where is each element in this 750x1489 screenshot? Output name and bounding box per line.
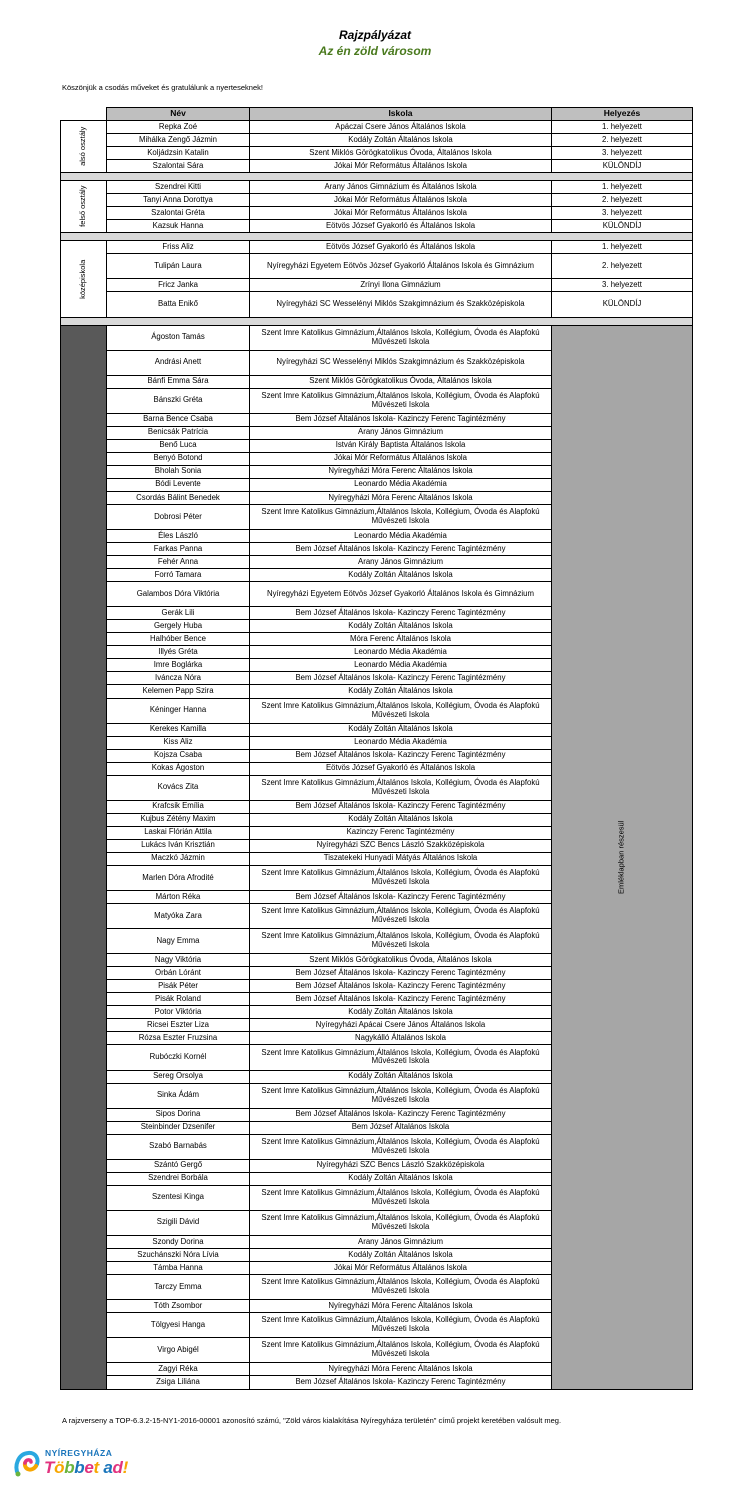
participant-name: Tóth Zsombor (107, 1300, 250, 1313)
winner-name: Repka Zoé (107, 121, 250, 134)
participant-name: Benő Luca (107, 439, 250, 452)
participant-school: Bem József Általános Iskola- Kazinczy Ferenc Tagintézmény (250, 672, 552, 685)
participant-name: Gergely Huba (107, 620, 250, 633)
group-separator (61, 173, 693, 181)
participant-name: Pisák Roland (107, 993, 250, 1006)
participant-name: Szentesi Kinga (107, 1185, 250, 1210)
participant-school: Jókai Mór Református Általános Iskola (250, 1262, 552, 1275)
participant-school: Szent Imre Katolikus Gimnázium,Általános Iskola, Kollégium, Óvoda és Alapfokú Művészeti Iskola (250, 904, 552, 929)
participant-name: Zagyi Réka (107, 1363, 250, 1376)
participant-name: Kiss Aliz (107, 736, 250, 749)
participant-name: Éles László (107, 530, 250, 543)
group-label: alsó osztály (78, 126, 88, 167)
participant-school: Leonardo Média Akadémia (250, 736, 552, 749)
group-label-cell (61, 241, 107, 317)
results-table (60, 107, 693, 1390)
winner-place: 2. helyezett (552, 254, 693, 279)
winner-school: Eötvös József Gyakorló és Általános Iskola (250, 241, 552, 254)
participant-name: Orbán Lóránt (107, 967, 250, 980)
participant-school: Kazinczy Ferenc Tagintézmény (250, 826, 552, 839)
participant-name: Kéninger Hanna (107, 698, 250, 723)
winner-row (61, 134, 693, 147)
logo-swirl-icon (12, 1448, 44, 1480)
winner-row (61, 121, 693, 134)
winner-row (61, 194, 693, 207)
participant-school: Nagykálló Általános Iskola (250, 1032, 552, 1045)
participant-school: Leonardo Média Akadémia (250, 659, 552, 672)
winner-row (61, 160, 693, 173)
winner-place: KÜLÖNDÍJ (552, 292, 693, 317)
winner-row (61, 220, 693, 233)
winner-place: 1. helyezett (552, 121, 693, 134)
winner-name: Koljádzsin Katalin (107, 147, 250, 160)
participant-school: Bem József Általános Iskola- Kazinczy Ferenc Tagintézmény (250, 800, 552, 813)
participant-school: Szent Imre Katolikus Gimnázium,Általános Iskola, Kollégium, Óvoda és Alapfokú Művészeti Iskola (250, 1338, 552, 1363)
participant-school: Bem József Általános Iskola- Kazinczy Ferenc Tagintézmény (250, 967, 552, 980)
participant-school: Kodály Zoltán Általános Iskola (250, 1172, 552, 1185)
participant-school: Bem József Általános Iskola- Kazinczy Ferenc Tagintézmény (250, 891, 552, 904)
header-name: Név (107, 108, 250, 121)
participant-school: Jókai Mór Református Általános Iskola (250, 452, 552, 465)
page-subtitle: Az én zöld városom (318, 44, 432, 58)
group-separator (61, 233, 693, 241)
participant-name: Farkas Panna (107, 543, 250, 556)
participant-school: István Király Baptista Általános Iskola (250, 439, 552, 452)
winner-school: Arany János Gimnázium és Általános Iskola (250, 181, 552, 194)
header-place: Helyezés (552, 108, 693, 121)
winner-row (61, 254, 693, 279)
participant-school: Kodály Zoltán Általános Iskola (250, 1070, 552, 1083)
intro-text: Köszönjük a csodás műveket és gratulálunk a nyerteseknek! (62, 83, 263, 92)
page-title: Rajzpályázat (338, 28, 412, 42)
participant-name: Marlen Dóra Afrodité (107, 865, 250, 890)
participant-school: Nyíregyházi Móra Ferenc Általános Iskola (250, 465, 552, 478)
participant-name: Krafcsik Emília (107, 800, 250, 813)
participant-school: Nyíregyházi SC Wesselényi Miklós Szakgimnázium és Szakközépiskola (250, 350, 552, 375)
participant-school: Arany János Gimnázium (250, 556, 552, 569)
winner-school: Eötvös József Gyakorló és Általános Iskola (250, 220, 552, 233)
winner-school: Jókai Mór Református Általános Iskola (250, 160, 552, 173)
group-label-cell (61, 121, 107, 173)
winner-place: 3. helyezett (552, 207, 693, 220)
participant-school: Arany János Gimnázium (250, 1235, 552, 1248)
footer-note: A rajzverseny a TOP-6.3.2-15-NY1-2016-00001 azonosító számú, "Zöld város kialakítása Nyíregyháza területén" című projekt keretében valósult meg. (62, 1416, 562, 1425)
participant-school: Eötvös József Gyakorló és Általános Iskola (250, 762, 552, 775)
winner-school: Nyíregyházi Egyetem Eötvös József Gyakorló Általános Iskola és Gimnázium (250, 254, 552, 279)
logo-city-text: NYÍREGYHÁZA (45, 1448, 113, 1458)
winner-row (61, 207, 693, 220)
participant-school: Bem József Általános Iskola- Kazinczy Ferenc Tagintézmény (250, 1376, 552, 1390)
participant-school: Tiszatekeki Hunyadi Mátyás Általános Iskola (250, 852, 552, 865)
participant-school: Szent Imre Katolikus Gimnázium,Általános Iskola, Kollégium, Óvoda és Alapfokú Művészeti Iskola (250, 1210, 552, 1235)
participant-school: Bem József Általános Iskola- Kazinczy Ferenc Tagintézmény (250, 1108, 552, 1121)
participant-name: Forró Tamara (107, 569, 250, 582)
winner-row (61, 279, 693, 292)
participant-school: Nyíregyházi Apácai Csere János Általános Iskola (250, 1019, 552, 1032)
winner-place: 2. helyezett (552, 194, 693, 207)
participant-name: Sipos Dorina (107, 1108, 250, 1121)
participant-school: Kodály Zoltán Általános Iskola (250, 1006, 552, 1019)
participant-name: Márton Réka (107, 891, 250, 904)
participant-name: Kerekes Kamilla (107, 723, 250, 736)
participant-school: Szent Imre Katolikus Gimnázium,Általános Iskola, Kollégium, Óvoda és Alapfokú Művészeti Iskola (250, 1275, 552, 1300)
participant-name: Dobrosi Péter (107, 505, 250, 530)
winner-row (61, 147, 693, 160)
participant-name: Bholah Sonia (107, 465, 250, 478)
header-school: Iskola (250, 108, 552, 121)
participant-school: Szent Imre Katolikus Gimnázium,Általános Iskola, Kollégium, Óvoda és Alapfokú Művészeti Iskola (250, 505, 552, 530)
participant-school: Kodály Zoltán Általános Iskola (250, 620, 552, 633)
participant-school: Kodály Zoltán Általános Iskola (250, 569, 552, 582)
participant-name: Kovács Zita (107, 775, 250, 800)
participant-school: Kodály Zoltán Általános Iskola (250, 1249, 552, 1262)
participant-school: Szent Imre Katolikus Gimnázium,Általános Iskola, Kollégium, Óvoda és Alapfokú Művészeti Iskola (250, 698, 552, 723)
participant-name: Fehér Anna (107, 556, 250, 569)
winner-school: Nyíregyházi SC Wesselényi Miklós Szakgimnázium és Szakközépiskola (250, 292, 552, 317)
participant-school: Kodály Zoltán Általános Iskola (250, 685, 552, 698)
participant-name: Gerák Lili (107, 607, 250, 620)
participant-name: Imre Boglárka (107, 659, 250, 672)
participant-name: Tölgyesi Hanga (107, 1313, 250, 1338)
participant-name: Szendrei Borbála (107, 1172, 250, 1185)
participant-name: Csordás Bálint Benedek (107, 491, 250, 504)
participant-school: Kodály Zoltán Általános Iskola (250, 813, 552, 826)
participant-school: Nyíregyházi SZC Bencs László Szakközépiskola (250, 839, 552, 852)
winner-place: 1. helyezett (552, 241, 693, 254)
participant-school: Szent Imre Katolikus Gimnázium,Általános Iskola, Kollégium, Óvoda és Alapfokú Művészeti Iskola (250, 1185, 552, 1210)
participant-name: Andrási Anett (107, 350, 250, 375)
participant-school: Szent Imre Katolikus Gimnázium,Általános Iskola, Kollégium, Óvoda és Alapfokú Művészeti Iskola (250, 325, 552, 350)
group-label: középiskola (78, 259, 88, 299)
participant-name: Virgo Abigél (107, 1338, 250, 1363)
participant-school: Bem József Általános Iskola (250, 1121, 552, 1134)
winner-name: Friss Aliz (107, 241, 250, 254)
participant-name: Lukács Iván Krisztián (107, 839, 250, 852)
winner-school: Apáczai Csere János Általános Iskola (250, 121, 552, 134)
participant-name: Kujbus Zétény Maxim (107, 813, 250, 826)
participant-school: Szent Miklós Görögkatolikus Óvoda, Általános Iskola (250, 375, 552, 388)
winner-place: KÜLÖNDÍJ (552, 160, 693, 173)
winner-name: Kazsuk Hanna (107, 220, 250, 233)
participant-name: Nagy Viktória (107, 954, 250, 967)
participant-school: Bem József Általános Iskola- Kazinczy Ferenc Tagintézmény (250, 749, 552, 762)
participant-name: Iváncza Nóra (107, 672, 250, 685)
participant-name: Laskai Flórián Attila (107, 826, 250, 839)
participant-name: Matyóka Zara (107, 904, 250, 929)
participant-name: Nagy Emma (107, 929, 250, 954)
participant-school: Nyíregyházi Egyetem Eötvös József Gyakorló Általános Iskola és Gimnázium (250, 582, 552, 607)
participant-school: Szent Imre Katolikus Gimnázium,Általános Iskola, Kollégium, Óvoda és Alapfokú Művészeti Iskola (250, 1134, 552, 1159)
participant-name: Pisák Péter (107, 980, 250, 993)
participant-name: Maczkó Jázmin (107, 852, 250, 865)
participant-school: Szent Imre Katolikus Gimnázium,Általános Iskola, Kollégium, Óvoda és Alapfokú Művészeti Iskola (250, 929, 552, 954)
participant-name: Rózsa Eszter Fruzsina (107, 1032, 250, 1045)
winner-name: Szendrei Kitti (107, 181, 250, 194)
participant-school: Bem József Általános Iskola- Kazinczy Ferenc Tagintézmény (250, 993, 552, 1006)
winner-school: Jókai Mór Református Általános Iskola (250, 194, 552, 207)
winner-name: Tulipán Laura (107, 254, 250, 279)
separator-cell (61, 233, 693, 241)
winner-place: 3. helyezett (552, 147, 693, 160)
winner-name: Tanyi Anna Dorottya (107, 194, 250, 207)
winner-place: 3. helyezett (552, 279, 693, 292)
participant-school: Bem József Általános Iskola- Kazinczy Ferenc Tagintézmény (250, 413, 552, 426)
participant-school: Nyíregyházi Móra Ferenc Általános Iskola (250, 1300, 552, 1313)
participant-name: Ricsei Eszter Liza (107, 1019, 250, 1032)
participant-label-cell (552, 325, 693, 1389)
participant-school: Bem József Általános Iskola- Kazinczy Ferenc Tagintézmény (250, 543, 552, 556)
participant-school: Szent Imre Katolikus Gimnázium,Általános Iskola, Kollégium, Óvoda és Alapfokú Művészeti Iskola (250, 775, 552, 800)
participant-side-cell (61, 325, 107, 1389)
participant-school: Kodály Zoltán Általános Iskola (250, 723, 552, 736)
participant-name: Sereg Orsolya (107, 1070, 250, 1083)
winner-place: 1. helyezett (552, 181, 693, 194)
participant-school: Nyíregyházi Móra Ferenc Általános Iskola (250, 491, 552, 504)
participant-label: Emléklapban részesül (616, 820, 626, 894)
participant-name: Benyó Botond (107, 452, 250, 465)
separator-cell (61, 173, 693, 181)
group-label-cell (61, 181, 107, 233)
participant-school: Nyíregyházi Móra Ferenc Általános Iskola (250, 1363, 552, 1376)
participant-name: Támba Hanna (107, 1262, 250, 1275)
winner-name: Fricz Janka (107, 279, 250, 292)
participant-name: Benicsák Patrícia (107, 426, 250, 439)
participant-name: Tarczy Emma (107, 1275, 250, 1300)
participant-school: Móra Ferenc Általános Iskola (250, 633, 552, 646)
participant-name: Barna Bence Csaba (107, 413, 250, 426)
participant-name: Szondy Dorina (107, 1235, 250, 1248)
participant-school: Bem József Általános Iskola- Kazinczy Ferenc Tagintézmény (250, 607, 552, 620)
winner-place: KÜLÖNDÍJ (552, 220, 693, 233)
winner-row (61, 292, 693, 317)
participant-school: Szent Imre Katolikus Gimnázium,Általános Iskola, Kollégium, Óvoda és Alapfokú Művészeti Iskola (250, 865, 552, 890)
winner-row (61, 241, 693, 254)
participant-school: Leonardo Média Akadémia (250, 478, 552, 491)
participant-school: Szent Imre Katolikus Gimnázium,Általános Iskola, Kollégium, Óvoda és Alapfokú Művészeti Iskola (250, 1313, 552, 1338)
participant-school: Bem József Általános Iskola- Kazinczy Ferenc Tagintézmény (250, 980, 552, 993)
winner-school: Szent Miklós Görögkatolikus Óvoda, Általános Iskola (250, 147, 552, 160)
city-logo (12, 1448, 142, 1480)
participant-name: Steinbinder Dzsenifer (107, 1121, 250, 1134)
winner-school: Jókai Mór Református Általános Iskola (250, 207, 552, 220)
participant-school: Szent Miklós Görögkatolikus Óvoda, Általános Iskola (250, 954, 552, 967)
winner-school: Zrínyi Ilona Gimnázium (250, 279, 552, 292)
participant-name: Kokas Ágoston (107, 762, 250, 775)
winner-row (61, 181, 693, 194)
participant-school: Szent Imre Katolikus Gimnázium,Általános Iskola, Kollégium, Óvoda és Alapfokú Művészeti Iskola (250, 1083, 552, 1108)
group-separator (61, 317, 693, 325)
participant-name: Szántó Gergő (107, 1159, 250, 1172)
participant-name: Bódi Levente (107, 478, 250, 491)
participant-name: Bánszki Gréta (107, 388, 250, 413)
participant-school: Szent Imre Katolikus Gimnázium,Általános Iskola, Kollégium, Óvoda és Alapfokú Művészeti Iskola (250, 388, 552, 413)
participant-name: Szuchánszki Nóra Lívia (107, 1249, 250, 1262)
separator-cell (61, 317, 693, 325)
participant-name: Rubóczki Kornél (107, 1045, 250, 1070)
participant-school: Leonardo Média Akadémia (250, 646, 552, 659)
participant-school: Arany János Gimnázium (250, 426, 552, 439)
participant-name: Szabó Barnabás (107, 1134, 250, 1159)
winner-name: Szalontai Sára (107, 160, 250, 173)
participant-name: Kelemen Papp Szira (107, 685, 250, 698)
winner-name: Batta Enikő (107, 292, 250, 317)
participant-row (61, 325, 693, 350)
participant-name: Ágoston Tamás (107, 325, 250, 350)
winner-name: Mihálka Zengő Jázmin (107, 134, 250, 147)
participant-name: Halhóber Bence (107, 633, 250, 646)
group-label: felső osztály (78, 185, 88, 228)
logo-slogan: Többet ad! (44, 1458, 128, 1477)
winner-name: Szalontai Gréta (107, 207, 250, 220)
participant-school: Leonardo Média Akadémia (250, 530, 552, 543)
table-header-row (61, 108, 693, 121)
participant-school: Szent Imre Katolikus Gimnázium,Általános Iskola, Kollégium, Óvoda és Alapfokú Művészeti Iskola (250, 1045, 552, 1070)
participant-name: Illyés Gréta (107, 646, 250, 659)
participant-name: Szigili Dávid (107, 1210, 250, 1235)
participant-name: Kojsza Csaba (107, 749, 250, 762)
winner-school: Kodály Zoltán Általános Iskola (250, 134, 552, 147)
participant-school: Nyíregyházi SZC Bencs László Szakközépiskola (250, 1159, 552, 1172)
participant-name: Bánfi Emma Sára (107, 375, 250, 388)
participant-name: Sinka Ádám (107, 1083, 250, 1108)
header-blank (61, 108, 107, 121)
winner-place: 2. helyezett (552, 134, 693, 147)
participant-name: Potor Viktória (107, 1006, 250, 1019)
participant-name: Galambos Dóra Viktória (107, 582, 250, 607)
participant-name: Zsiga Liliána (107, 1376, 250, 1390)
